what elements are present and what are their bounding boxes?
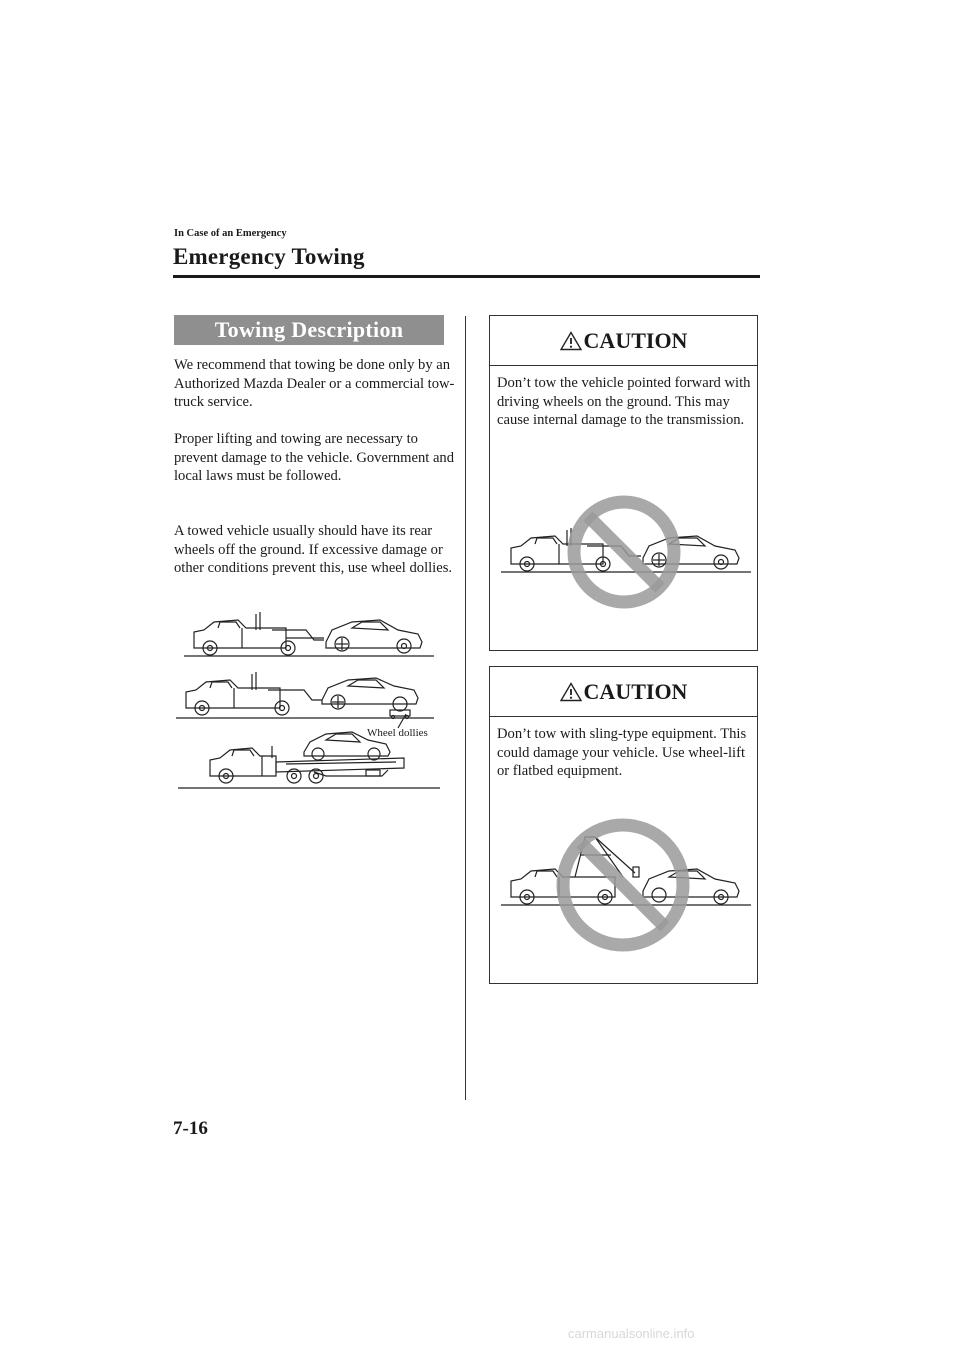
section-label: In Case of an Emergency (174, 228, 287, 239)
paragraph-wheel-dollies: A towed vehicle usually should have its rear wheels off the ground. If excessive damage or other conditions prevent this, use wheel dollies. (174, 523, 453, 576)
page-title: Emergency Towing (173, 244, 365, 269)
caution-text: Don’t tow the vehicle pointed forward with driving wheels on the ground. This may cause internal damage to the transmission. (497, 375, 751, 428)
towing-methods-illustration (176, 600, 444, 792)
warning-triangle-icon (560, 682, 582, 702)
towing-description-heading: Towing Description (174, 315, 444, 345)
title-rule (173, 275, 760, 278)
wheel-dollies-label: Wheel dollies (367, 727, 428, 739)
page-number: 7-16 (173, 1118, 208, 1139)
caution-header (490, 316, 757, 366)
forward-tow-prohibited-figure (495, 494, 753, 616)
paragraph-proper-lifting: Proper lifting and towing are necessary to prevent damage to the vehicle. Government and local laws must be followed. (174, 431, 455, 484)
caution-text: Don’t tow with sling-type equipment. This could damage your vehicle. Use wheel-lift or flatbed equipment. (497, 726, 747, 779)
wheel-dollies-tow-figure (176, 672, 434, 728)
caution-title: CAUTION (583, 678, 688, 704)
watermark: carmanualsonline.info (568, 1326, 695, 1341)
sling-tow-prohibited-figure (495, 807, 753, 967)
prohibited-sign-icon (574, 502, 674, 602)
wheel-lift-tow-figure (184, 612, 434, 656)
caution-title: CAUTION (583, 327, 688, 353)
caution-box-forward-tow (489, 315, 758, 651)
column-divider (465, 316, 466, 1100)
caution-header (490, 667, 757, 717)
warning-triangle-icon (560, 331, 582, 351)
caution-box-sling-tow (489, 666, 758, 984)
paragraph-recommendation: We recommend that towing be done only by an Authorized Mazda Dealer or a commercial tow-truck service. (174, 357, 455, 410)
flatbed-tow-figure (178, 732, 440, 788)
prohibited-sign-icon (563, 825, 683, 945)
